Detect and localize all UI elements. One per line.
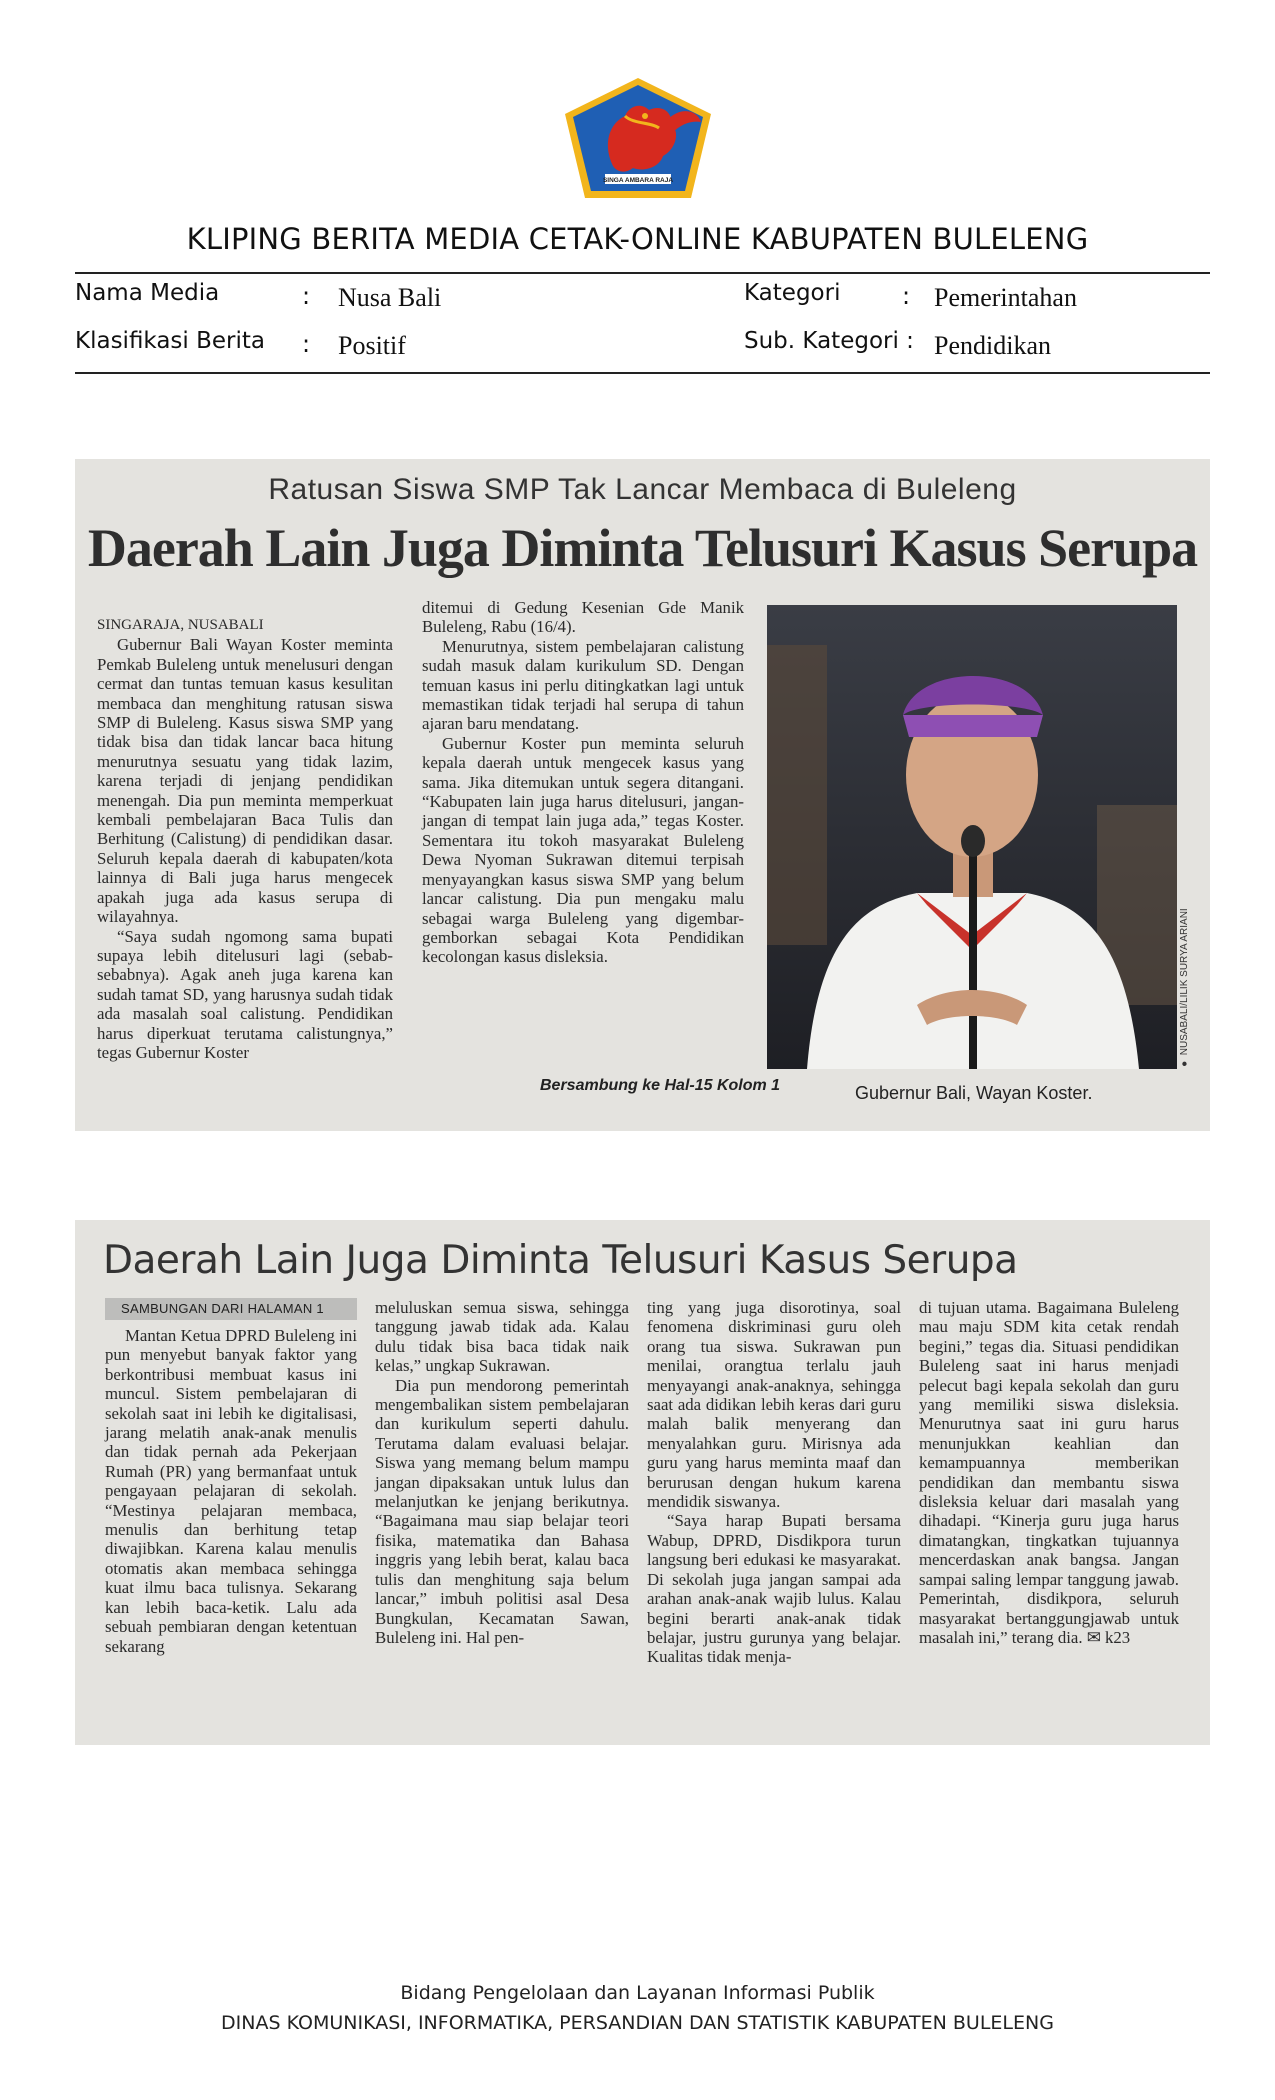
media-colon: : — [302, 282, 311, 310]
footer-unit: Bidang Pengelolaan dan Layanan Informasi Publik — [400, 1982, 875, 2004]
article-paragraph: di tujuan utama. Bagaimana Buleleng mau maju SDM kita cetak rendah begini,” tegas dia. Situasi pendidikan Buleleng saat ini harus menjadi pelecut bagi kepala sekolah dan guru yang memiliki siswa disleksia. Menurutnya saat ini guru harus menunjukkan keahlian dan kemampuannya memberikan pendidikan dan membantu siswa disleksia keluar dari masalah yang dihadapi. “Kinerja guru juga harus dimatangkan, tingkatkan tujuannya mencerdaskan anak bangsa. Jangan sampai saling lempar tanggung jawab. Pemerintah, disdikpora, seluruh masyarakat bertanggungjawab untuk masalah ini,” terang dia. ✉ k23 — [919, 1298, 1179, 1647]
sambungan-label: SAMBUNGAN DARI HALAMAN 1 — [105, 1298, 357, 1320]
continuation-column-2 — [375, 1298, 629, 1647]
continued-note: Bersambung ke Hal-15 Kolom 1 — [540, 1077, 781, 1094]
article-paragraph: Mantan Ketua DPRD Buleleng ini pun menyebut banyak faktor yang berkontribusi membuat kasus ini muncul. Sistem pembelajaran di sekolah saat ini lebih ke digitalisasi, jarang melatih anak-anak menulis dan tidak pernah ada Pekerjaan Rumah (PR) yang bermanfaat untuk pengayaan pelajaran di sekolah. “Mestinya pelajaran membaca, menulis dan berhitung tetap diwajibkan. Karena kalau menulis otomatis akan membaca sehingga kuat ilmu baca tulisnya. Sekarang kan lebih baca-ketik. Lalu ada sebuah pembiaran dengan ketentuan sekarang — [105, 1326, 357, 1656]
subkategori-label: Sub. Kategori : — [744, 328, 914, 354]
continuation-column-4 — [919, 1298, 1179, 1647]
logo-motto-text: SINGA AMBARA RAJA — [602, 177, 674, 184]
page-title: KLIPING BERITA MEDIA CETAK-ONLINE KABUPATEN BULELENG — [186, 222, 1089, 256]
article-paragraph: Dia pun mendorong pemerintah mengembalikan sistem pembelajaran dan kurikulum seperti dahulu. Terutama dalam evaluasi belajar. Siswa yang memang belum mampu jangan dipaksakan untuk lulus dan melanjutkan ke jenjang berikutnya. “Bagaimana mau siap belajar teori fisika, matematika dan Bahasa inggris yang lebih berat, kalau baca tulis dan menghitung saja belum lancar,” imbuh politisi asal Desa Bungkulan, Kecamatan Sawan, Buleleng ini. Hal pen- — [375, 1375, 629, 1647]
continuation-column-1 — [105, 1326, 357, 1656]
article-column-1 — [97, 616, 393, 1062]
article-paragraph: “Saya harap Bupati bersama Wabup, DPRD, Disdikpora turun langsung beri edukasi ke masyarakat. Di sekolah juga jangan sampai ada arahan anak-anak wajib lulus. Kalau begini berarti anak-anak tidak belajar, justru gurunya yang belajar. Kualitas tidak menja- — [647, 1511, 901, 1667]
kategori-value: Pemerintahan — [934, 283, 1077, 312]
continuation-column-3 — [647, 1298, 901, 1667]
article-paragraph: Gubernur Koster pun meminta seluruh kepala daerah untuk mengecek kasus yang sama. Jika ditemukan untuk segera ditangani. “Kabupaten lain juga harus ditelusuri, jangan-jangan di tempat lain juga ada,” tegas Koster. Sementara itu tokoh masyarakat Buleleng Dewa Nyoman Sukrawan ditemui terpisah menyayangkan kasus siswa SMP yang belum lancar calistung. Dia pun mengaku malu sebagai warga Buleleng yang digembar-gemborkan sebagai Kota Pendidikan kecolongan kasus disleksia. — [422, 733, 744, 967]
media-label: Nama Media — [75, 280, 220, 306]
continuation-headline: Daerah Lain Juga Diminta Telusuri Kasus Serupa — [103, 1238, 1018, 1283]
governor-photo — [767, 605, 1177, 1069]
media-value: Nusa Bali — [338, 283, 442, 312]
kategori-colon: : — [902, 282, 911, 310]
newspaper-clipping-front — [75, 459, 1210, 1131]
article-kicker: Ratusan Siswa SMP Tak Lancar Membaca di Buleleng — [268, 473, 1017, 506]
article-paragraph: ting yang juga disorotinya, soal fenomena diskriminasi guru oleh orang tua siswa. Sukrawan pun menilai, orangtua terlalu jauh menyayangi anak-anaknya, sehingga saat ada didikan lebih keras dari guru malah balik menyerang dan menyalahkan guru. Mirisnya ada guru yang harus meminta maaf dan berurusan dengan hukum karena mendidik siswanya. — [647, 1298, 901, 1512]
klasifikasi-label: Klasifikasi Berita — [75, 328, 266, 354]
article-headline: Daerah Lain Juga Diminta Telusuri Kasus Serupa — [87, 518, 1198, 578]
article-paragraph: Menurutnya, sistem pembelajaran calistung sudah masuk dalam kurikulum SD. Dengan temuan kasus ini perlu ditingkatkan lagi untuk memastikan tidak terjadi hal serupa di tahun ajaran baru mendatang. — [422, 636, 744, 734]
kategori-label: Kategori — [744, 280, 841, 306]
article-dateline: SINGARAJA, NUSABALI — [97, 617, 264, 633]
article-paragraph: “Saya sudah ngomong sama bupati supaya lebih ditelusuri lagi (sebab-sebabnya). Agak aneh juga karena kan sudah tamat SD, yang harusnya sudah tidak ada masalah soal calistung. Pendidikan harus diperkuat terutama calistungnya,” tegas Gubernur Koster — [97, 926, 393, 1062]
divider-bottom — [75, 372, 1210, 374]
article-paragraph: ditemui di Gedung Kesenian Gde Manik Buleleng, Rabu (16/4). — [422, 598, 744, 637]
photo-caption: Gubernur Bali, Wayan Koster. — [855, 1083, 1093, 1103]
article-paragraph: meluluskan semua siswa, sehingga tanggung jawab tidak ada. Kalau dulu tidak bisa baca tidak naik kelas,” ungkap Sukrawan. — [375, 1298, 629, 1376]
klasifikasi-value: Positif — [338, 331, 406, 360]
divider-top — [75, 272, 1210, 274]
article-column-2 — [422, 598, 744, 967]
newspaper-clipping-continuation — [75, 1220, 1210, 1745]
subkategori-value: Pendidikan — [934, 331, 1051, 360]
footer-agency: DINAS KOMUNIKASI, INFORMATIKA, PERSANDIAN DAN STATISTIK KABUPATEN BULELENG — [221, 2012, 1054, 2034]
photo-credit: ● NUSABALI/LILIK SURYA ARIANI — [1179, 908, 1190, 1069]
buleleng-emblem — [563, 76, 713, 200]
article-paragraph: Gubernur Bali Wayan Koster meminta Pemkab Buleleng untuk menelusuri dengan cermat dan tuntas temuan kasus kesulitan membaca dan menghitung ratusan siswa SMP di Buleleng. Kasus siswa SMP yang tidak bisa dan tidak lancar baca hitung menurutnya sesuatu yang tidak lazim, karena terjadi di jenjang pendidikan menengah. Dia pun meminta memperkuat kembali pembelajaran Baca Tulis dan Berhitung (Calistung) di pendidikan dasar. Seluruh kepala daerah di kabupaten/kota lainnya di Bali juga harus mengecek apakah juga ada kasus serupa di wilayahnya. — [97, 635, 393, 927]
klasifikasi-colon: : — [302, 330, 311, 358]
